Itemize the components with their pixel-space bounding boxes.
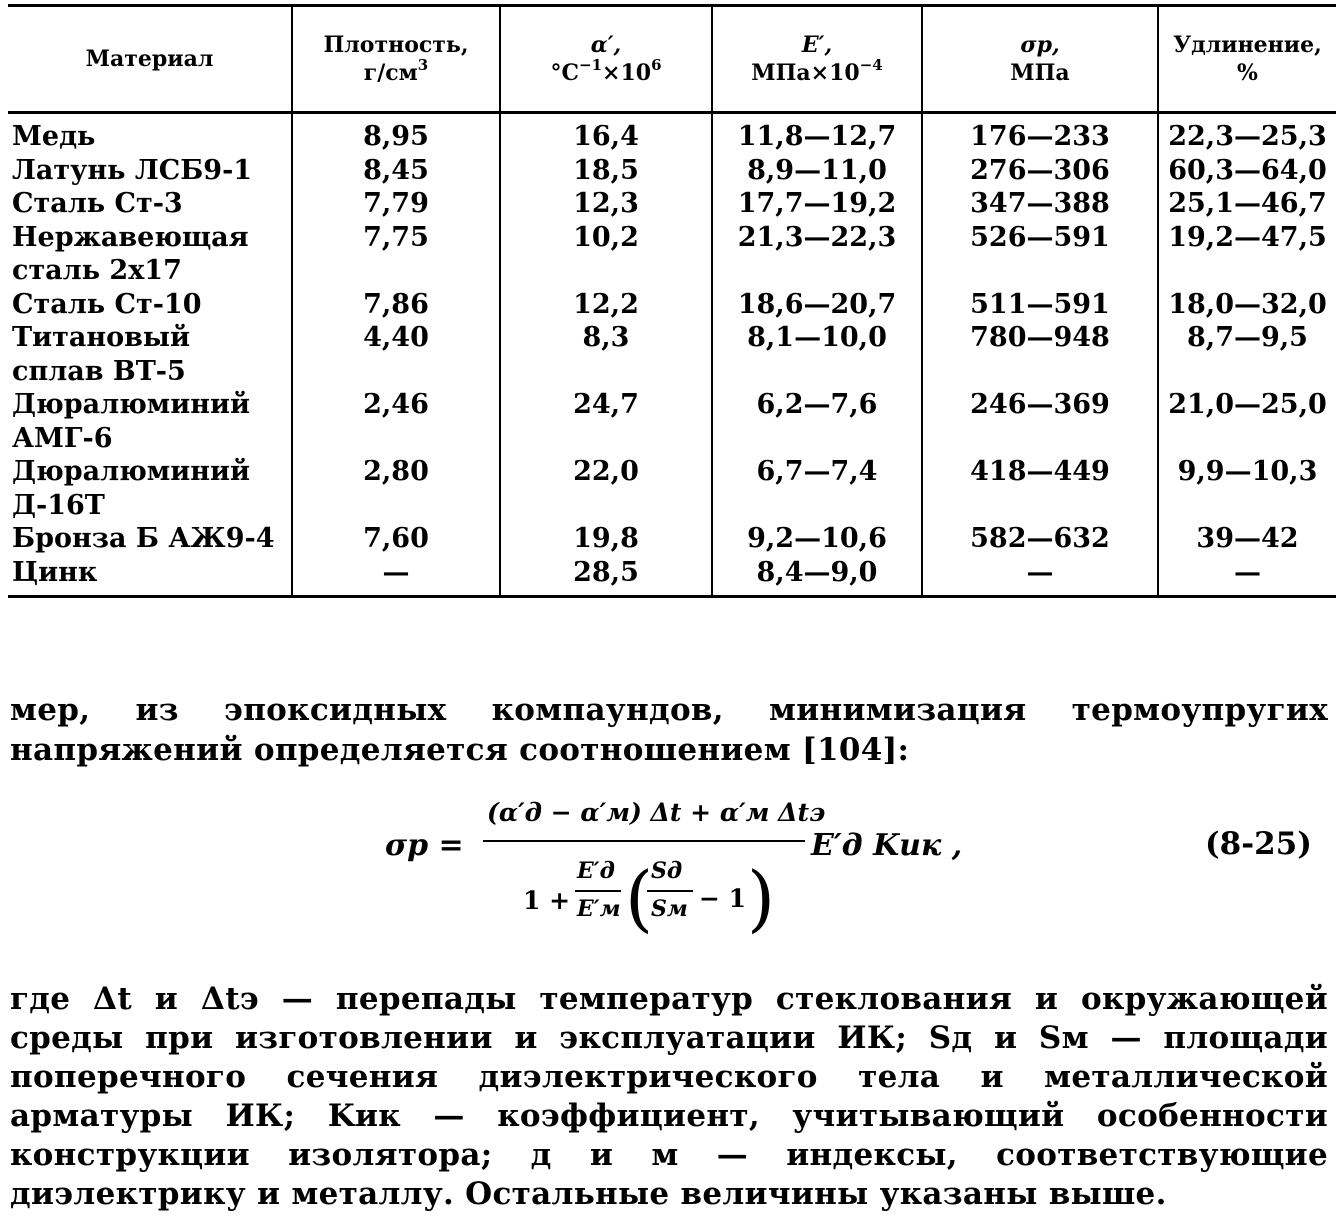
table-row	[8, 455, 1336, 522]
cell-strength: 347—388	[922, 187, 1158, 221]
table-row	[8, 522, 1336, 556]
cell-density: 7,86	[292, 288, 500, 322]
cell-alpha: 28,5	[500, 556, 712, 597]
formula-fraction-bar	[483, 840, 805, 842]
cell-modulus: 8,4—9,0	[712, 556, 922, 597]
cell-density: 2,46	[292, 388, 500, 455]
properties-table-wrap	[8, 4, 1336, 598]
table-row	[8, 321, 1336, 388]
cell-density: 8,45	[292, 154, 500, 188]
cell-alpha: 24,7	[500, 388, 712, 455]
formula-numerator: (α′д − α′м) Δt + α′м Δtэ	[487, 798, 826, 827]
cell-material: Латунь ЛСБ9-1	[8, 154, 292, 188]
cell-elongation: 19,2—47,5	[1158, 221, 1336, 288]
cell-strength: 276—306	[922, 154, 1158, 188]
cell-density: —	[292, 556, 500, 597]
cell-modulus: 6,2—7,6	[712, 388, 922, 455]
cell-elongation: 18,0—32,0	[1158, 288, 1336, 322]
formula-paren-left: (	[625, 856, 654, 940]
table-row	[8, 221, 1336, 288]
header-modulus: E′, $МПа\times 10^{-4}$	[712, 6, 922, 113]
table-body	[8, 113, 1336, 597]
cell-material: Бронза Б АЖ9-4	[8, 522, 292, 556]
cell-density: 2,80	[292, 455, 500, 522]
formula-den-frac-bar	[575, 890, 621, 892]
cell-modulus: 8,1—10,0	[712, 321, 922, 388]
cell-elongation: 25,1—46,7	[1158, 187, 1336, 221]
formula-8-25	[385, 798, 985, 963]
cell-density: 4,40	[292, 321, 500, 388]
cell-strength: 418—449	[922, 455, 1158, 522]
cell-modulus: 6,7—7,4	[712, 455, 922, 522]
cell-modulus: 21,3—22,3	[712, 221, 922, 288]
table-row	[8, 113, 1336, 154]
cell-elongation: 22,3—25,3	[1158, 113, 1336, 154]
cell-density: 7,60	[292, 522, 500, 556]
cell-material: Дюралюминий АМГ-6	[8, 388, 292, 455]
header-material: Материал	[8, 6, 292, 113]
cell-material: Цинк	[8, 556, 292, 597]
cell-modulus: 9,2—10,6	[712, 522, 922, 556]
cell-material: Дюралюминий Д-16Т	[8, 455, 292, 522]
formula-paren-right: )	[747, 856, 776, 940]
cell-material: Нержавеющая сталь 2х17	[8, 221, 292, 288]
formula-lhs: σр =	[385, 828, 464, 863]
cell-strength: 526—591	[922, 221, 1158, 288]
cell-density: 7,75	[292, 221, 500, 288]
header-strength: σр, МПа	[922, 6, 1158, 113]
cell-alpha: 19,8	[500, 522, 712, 556]
cell-strength: 582—632	[922, 522, 1158, 556]
cell-alpha: 12,2	[500, 288, 712, 322]
cell-alpha: 22,0	[500, 455, 712, 522]
formula-den-one: 1 +	[523, 886, 571, 915]
formula-paren-num: Sд	[651, 858, 683, 884]
header-alpha: α′, $^\circ C^{-1}\times 10^6$	[500, 6, 712, 113]
cell-density: 7,79	[292, 187, 500, 221]
cell-elongation: 60,3—64,0	[1158, 154, 1336, 188]
cell-material: Сталь Ст-10	[8, 288, 292, 322]
cell-elongation: 9,9—10,3	[1158, 455, 1336, 522]
table-header-row	[8, 6, 1336, 113]
cell-alpha: 10,2	[500, 221, 712, 288]
formula-den-minus: − 1	[699, 884, 747, 913]
formula-rhs: E′д Kик ,	[811, 828, 963, 863]
cell-material: Сталь Ст-3	[8, 187, 292, 221]
equation-number: (8-25)	[1205, 826, 1312, 862]
table-row	[8, 288, 1336, 322]
cell-strength: 511—591	[922, 288, 1158, 322]
header-elongation: Удлинение, %	[1158, 6, 1336, 113]
table-row	[8, 187, 1336, 221]
cell-modulus: 8,9—11,0	[712, 154, 922, 188]
cell-strength: 780—948	[922, 321, 1158, 388]
cell-density: 8,95	[292, 113, 500, 154]
cell-modulus: 18,6—20,7	[712, 288, 922, 322]
formula-paren-den: Sм	[651, 896, 688, 922]
cell-strength: —	[922, 556, 1158, 597]
table-row	[8, 154, 1336, 188]
paragraph-intro: мер, из эпоксидных компаундов, минимизация термоупругих напряжений определяется соотношением [104]:	[10, 692, 1328, 768]
formula-paren-bar	[647, 890, 693, 892]
cell-elongation: 21,0—25,0	[1158, 388, 1336, 455]
cell-alpha: 12,3	[500, 187, 712, 221]
cell-modulus: 11,8—12,7	[712, 113, 922, 154]
cell-elongation: 8,7—9,5	[1158, 321, 1336, 388]
cell-material: Медь	[8, 113, 292, 154]
materials-properties-table	[8, 4, 1336, 598]
table-row	[8, 388, 1336, 455]
formula-den-frac-den: E′м	[577, 896, 621, 922]
cell-alpha: 18,5	[500, 154, 712, 188]
cell-modulus: 17,7—19,2	[712, 187, 922, 221]
cell-strength: 246—369	[922, 388, 1158, 455]
header-density: Плотность, $г/см^3$	[292, 6, 500, 113]
cell-strength: 176—233	[922, 113, 1158, 154]
paragraph-definitions: где Δt и Δtэ — перепады температур стеклования и окружающей среды при изготовлении и эксплуатации ИК; Sд и Sм — площади поперечного сечения диэлектрического тела и металлической арматуры ИК; Kик — коэффициент, учитывающий особенности конструкции изолятора; д и м — индексы, соответствующие диэлектрику и металлу. Остальные величины указаны выше.	[10, 981, 1328, 1212]
cell-alpha: 8,3	[500, 321, 712, 388]
cell-alpha: 16,4	[500, 113, 712, 154]
cell-elongation: —	[1158, 556, 1336, 597]
cell-material: Титановый сплав ВТ-5	[8, 321, 292, 388]
cell-elongation: 39—42	[1158, 522, 1336, 556]
formula-den-frac-num: E′д	[577, 858, 615, 884]
table-row	[8, 556, 1336, 597]
